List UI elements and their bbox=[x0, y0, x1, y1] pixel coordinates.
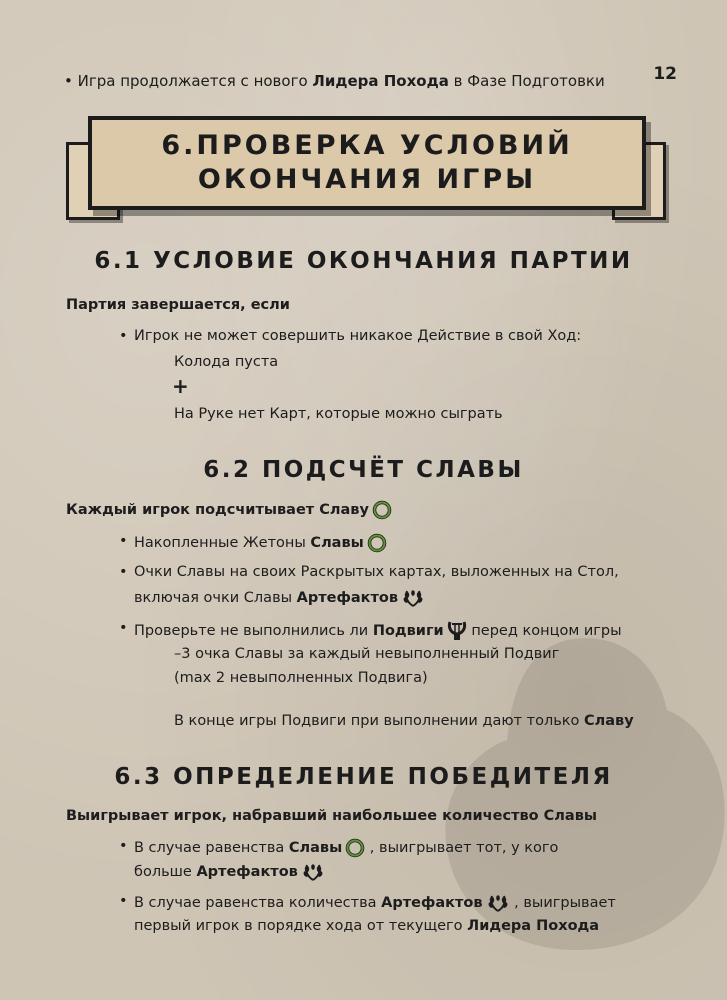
laurel-wreath-icon bbox=[367, 533, 387, 553]
tiebreak-glory: • В случае равенства Славы , выигрывает тот, у кого bbox=[134, 838, 558, 858]
laurel-wreath-icon bbox=[372, 500, 392, 520]
laurel-branch-icon bbox=[301, 862, 325, 882]
laurel-branch-icon bbox=[486, 893, 510, 913]
section-6-1-lead: Партия завершается, если bbox=[66, 297, 290, 313]
banner-panel bbox=[88, 116, 646, 210]
condition-no-cards: На Руке нет Карт, которые можно сыграть bbox=[174, 406, 503, 422]
glory-bullet-cards: • Очки Славы на своих Раскрытых картах, выложенных на Стол, bbox=[134, 564, 619, 580]
laurel-branch-icon bbox=[401, 588, 425, 608]
feats-note: В конце игры Подвиги при выполнении дают только Славу bbox=[174, 713, 634, 729]
chapter-title-line-1: 6.ПРОВЕРКА УСЛОВИЙ bbox=[161, 130, 573, 161]
lyre-icon bbox=[447, 620, 467, 642]
glory-bullet-tokens: • Накопленные Жетоны Славы bbox=[134, 533, 387, 553]
section-6-1-bullet: • Игрок не может совершить никакое Действие в свой Ход: bbox=[134, 328, 581, 344]
chapter-title-line-2: ОКОНЧАНИЯ ИГРЫ bbox=[197, 164, 537, 195]
penalty-line-1: –3 очка Славы за каждый невыполненный Подвиг bbox=[174, 646, 560, 662]
chapter-banner bbox=[66, 112, 666, 222]
page-number: 12 bbox=[653, 64, 677, 84]
feats-bullet: • Проверьте не выполнились ли Подвиги перед концом игры bbox=[134, 620, 622, 642]
tiebreak-glory-line-2: больше Артефактов bbox=[134, 862, 325, 882]
section-6-1-heading: 6.1 УСЛОВИЕ ОКОНЧАНИЯ ПАРТИИ bbox=[94, 248, 633, 274]
tiebreak-artifacts-line-2: первый игрок в порядке хода от текущего Лидера Похода bbox=[134, 918, 600, 934]
tiebreak-artifacts: • В случае равенства количества Артефактов , выигрывает bbox=[134, 893, 616, 913]
penalty-line-2: (max 2 невыполненных Подвига) bbox=[174, 670, 428, 686]
section-6-3-heading: 6.3 ОПРЕДЕЛЕНИЕ ПОБЕДИТЕЛЯ bbox=[114, 764, 613, 790]
condition-deck-empty: Колода пуста bbox=[174, 354, 279, 370]
section-6-2-lead: Каждый игрок подсчитывает Славу bbox=[66, 500, 392, 520]
laurel-wreath-icon bbox=[345, 838, 365, 858]
plus-sign: + bbox=[172, 374, 189, 398]
section-6-3-lead: Выигрывает игрок, набравший наибольшее количество Славы bbox=[66, 808, 597, 824]
glory-bullet-cards-line-2: включая очки Славы Артефактов bbox=[134, 588, 425, 608]
section-6-2-heading: 6.2 ПОДСЧЁТ СЛАВЫ bbox=[203, 457, 524, 483]
continuation-line: • Игра продолжается с нового Лидера Похода в Фазе Подготовки bbox=[64, 72, 605, 90]
